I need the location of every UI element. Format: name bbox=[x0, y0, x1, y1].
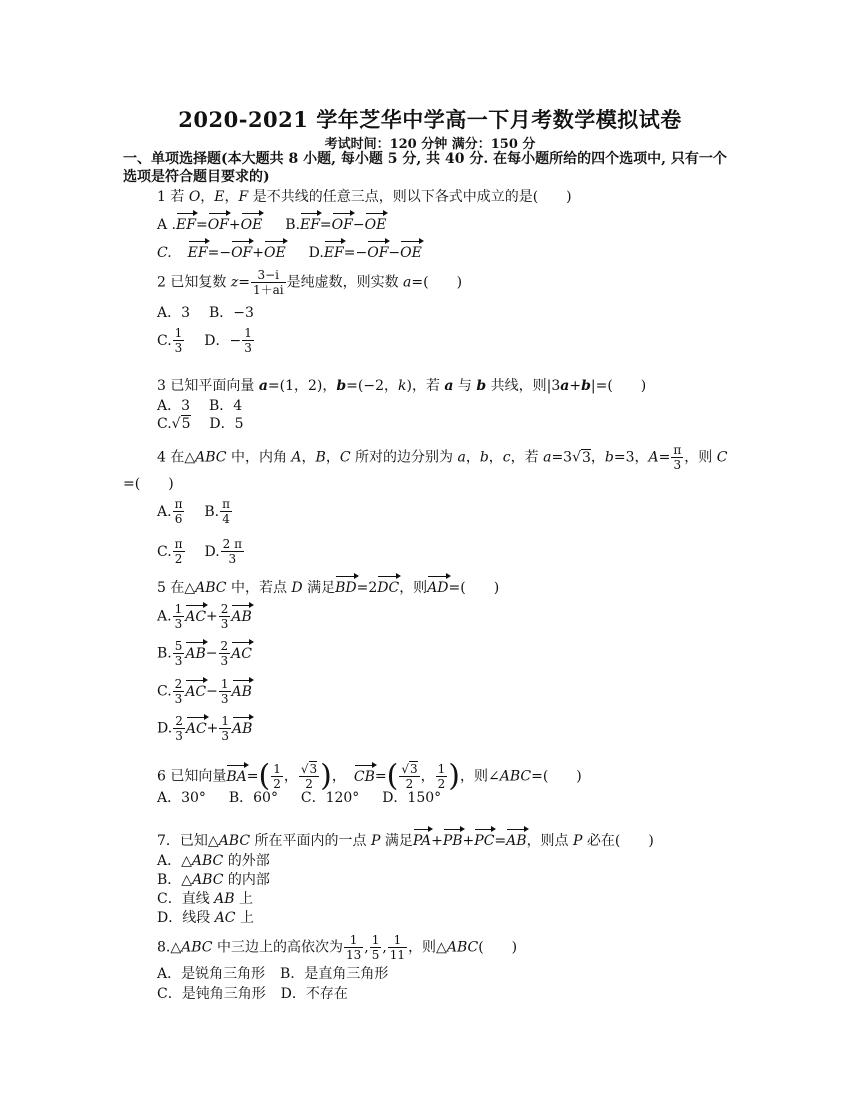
q8-options-cd bbox=[157, 984, 348, 1004]
q8-options-ab bbox=[157, 964, 388, 984]
q8-option-b: B．是直角三角形 bbox=[280, 966, 389, 982]
q1-option-a: A .EF=OF+OE bbox=[157, 217, 263, 233]
q1-stem: 1 若 O，E，F 是不共线的任意三点，则以下各式中成立的是( ) bbox=[157, 189, 572, 205]
q1-options-ab bbox=[157, 215, 386, 235]
q2-stem: 2 已知复数 z= $\frac{3-i}{1+ai}$ 是纯虚数，则实数 a=( ) bbox=[157, 268, 463, 297]
exam-title: 2020-2021 学年芝华中学高一下月考数学模拟试卷 bbox=[178, 107, 682, 132]
q4-option-a: A. $\frac{\pi}{6}$ bbox=[157, 497, 183, 526]
q7-option-c: C．直线 AB 上 bbox=[157, 891, 254, 907]
q3-option-b: B．4 bbox=[208, 398, 243, 414]
q8-option-a: A．是锐角三角形 bbox=[157, 966, 266, 982]
q2-option-c: C. $\frac{1}{3}$ bbox=[157, 326, 183, 355]
q3-option-a: A．3 bbox=[157, 398, 191, 414]
q2-option-d: D．− $\frac{1}{3}$ bbox=[204, 326, 252, 355]
q1-option-b: B.EF=OF−OE bbox=[285, 217, 387, 233]
q2-fraction: $\frac{3-i}{1+ai}$ bbox=[252, 268, 284, 297]
q4-options-ab bbox=[157, 497, 233, 526]
q4-stem: 4 在△ABC 中，内角 A，B，C 所对的边分别为 a，b，c，若 a=3√3，b=3，A= $\frac{\pi}{3}$ ，则 C bbox=[157, 443, 728, 472]
q6-options bbox=[157, 788, 441, 808]
q5-option-d: D. $\frac{2}{3}$ AC+ $\frac{1}{3}$ AB bbox=[157, 714, 253, 743]
q7-option-a: A．△ABC 的外部 bbox=[157, 853, 270, 869]
q3-options-ab bbox=[157, 396, 242, 416]
q2-option-a: A．3 bbox=[157, 305, 191, 321]
q6-option-c: C．120° bbox=[300, 790, 360, 806]
q1-options-cd bbox=[157, 243, 422, 263]
q8-option-d: D．不存在 bbox=[280, 986, 348, 1002]
q7-option-d: D．线段 AC 上 bbox=[157, 910, 254, 926]
section-heading-line1: 一、单项选择题(本大题共 8 小题, 每小题 5 分, 共 40 分. 在每小题所给的四个选项中, 只有一个 bbox=[123, 151, 727, 167]
q6-option-a: A．30° bbox=[157, 790, 206, 806]
q5-option-a: A. $\frac{1}{3}$ AC+ $\frac{2}{3}$ AB bbox=[157, 602, 252, 631]
q1-option-d: D.EF=−OF−OE bbox=[308, 245, 422, 261]
q6-stem: 6 已知向量BA=( $\frac{1}{2}$ ， $\frac{√3}{2}$ )， CB=( $\frac{√3}{2}$ ， $\frac{1}{2}$ )，则∠ABC=( ) bbox=[157, 758, 582, 794]
q4-option-d: D. $\frac{2 \pi}{3}$ bbox=[204, 537, 242, 566]
section-heading-line2: 选项是符合题目要求的) bbox=[123, 169, 270, 185]
q6-option-b: B．60° bbox=[228, 790, 278, 806]
q8-option-c: C．是钝角三角形 bbox=[157, 986, 266, 1002]
q5-stem: 5 在△ABC 中，若点 D 满足BD=2DC，则AD=( ) bbox=[157, 580, 500, 596]
q3-stem: 3 已知平面向量 a=(1，2)，b=(−2，k)，若 a 与 b 共线，则|3a+b|=( ) bbox=[157, 378, 647, 394]
q5-option-c: C. $\frac{2}{3}$ AC− $\frac{1}{3}$ AB bbox=[157, 677, 252, 706]
q4-options-cd bbox=[157, 537, 245, 566]
q3-option-d: D．5 bbox=[209, 416, 244, 432]
q6-option-d: D．150° bbox=[382, 790, 442, 806]
q3-options-cd bbox=[157, 414, 244, 434]
q4-option-b: B. $\frac{\pi}{4}$ bbox=[204, 497, 230, 526]
q2-options-ab bbox=[157, 303, 254, 323]
q5-option-b: B. $\frac{5}{3}$ AB− $\frac{2}{3}$ AC bbox=[157, 639, 252, 668]
q3-option-c: C.√5 bbox=[157, 416, 191, 432]
q7-option-b: B．△ABC 的内部 bbox=[157, 872, 270, 888]
q4-option-c: C. $\frac{\pi}{2}$ bbox=[157, 537, 183, 566]
q8-stem: 8.△ABC 中三边上的高依次为 $\frac{1}{13}$ , $\frac{1}{5}$ , $\frac{1}{11}$ ，则△ABC( ) bbox=[157, 933, 518, 962]
q2-option-b: B．−3 bbox=[208, 305, 254, 321]
q1-option-c: C. EF=−OF+OE bbox=[157, 245, 286, 261]
q7-stem: 7．已知△ABC 所在平面内的一点 P 满足PA+PB+PC=AB，则点 P 必在( ) bbox=[157, 833, 654, 849]
q2-options-cd bbox=[157, 326, 255, 355]
q4-stem-line2: =( ) bbox=[123, 476, 174, 492]
exam-subtitle: 考试时间：120 分钟 满分：150 分 bbox=[324, 137, 536, 152]
